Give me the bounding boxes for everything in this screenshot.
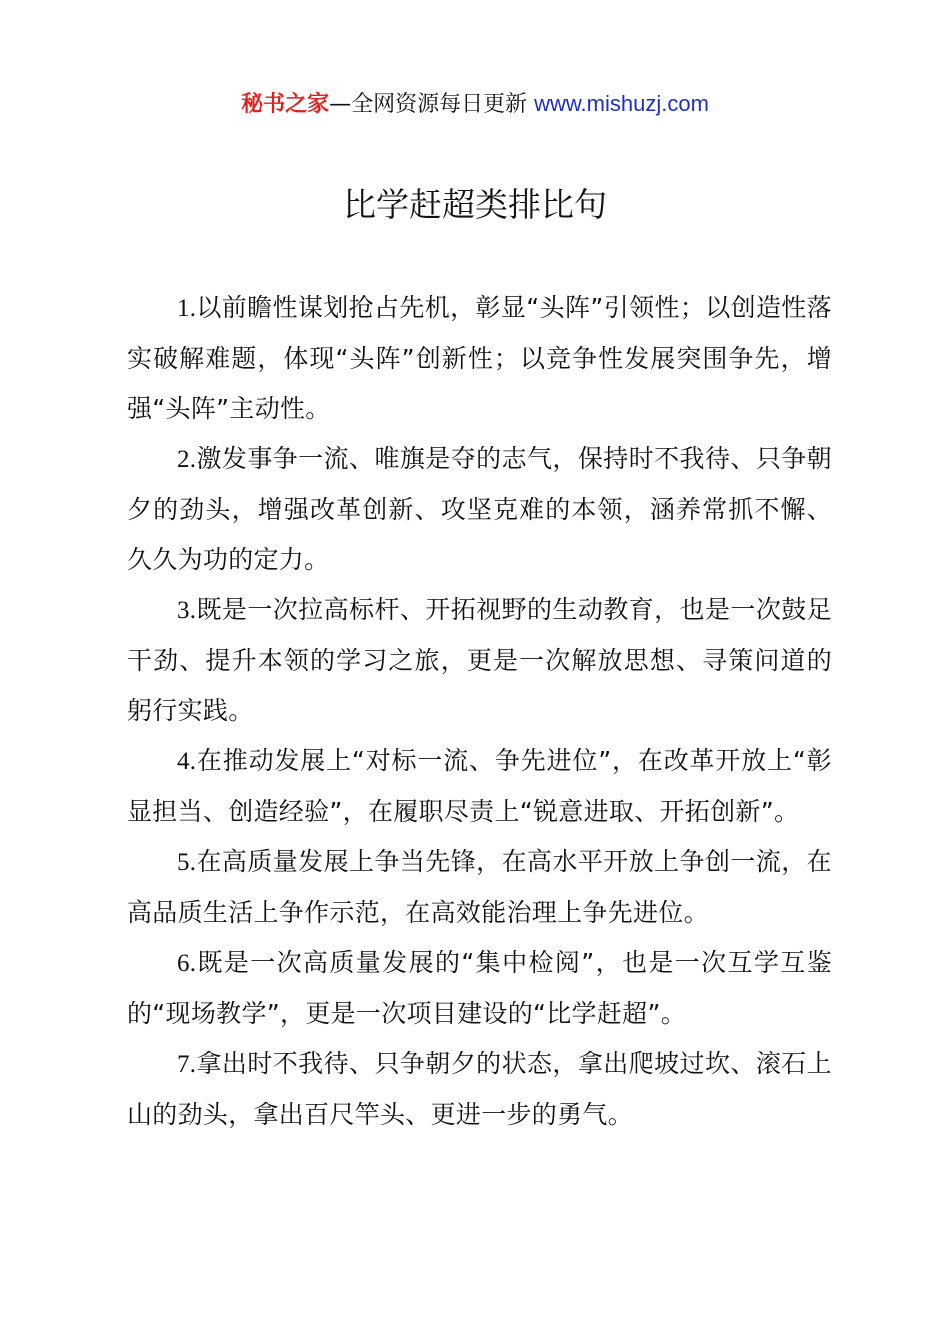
document-title: 比学赶超类排比句 bbox=[343, 185, 607, 224]
paragraph-7 bbox=[127, 1039, 832, 1140]
paragraph-6 bbox=[127, 938, 832, 1039]
paragraph-text: 在推动发展上“对标一流、争先进位”，在改革开放上“彰显担当、创造经验”，在履职尽责上“锐意进取、开拓创新”。 bbox=[127, 746, 832, 826]
paragraph-number: 6. bbox=[177, 950, 197, 977]
paragraph-4 bbox=[127, 736, 832, 837]
paragraph-number: 4. bbox=[177, 748, 197, 775]
paragraph-text: 拿出时不我待、只争朝夕的状态，拿出爬坡过坎、滚石上山的劲头，拿出百尺竿头、更进一步的勇气。 bbox=[127, 1049, 832, 1129]
paragraph-number: 7. bbox=[177, 1051, 197, 1078]
paragraph-3 bbox=[127, 585, 832, 736]
paragraph-text: 既是一次高质量发展的“集中检阅”，也是一次互学互鉴的“现场教学”，更是一次项目建设的“比学赶超”。 bbox=[127, 948, 832, 1028]
paragraph-1 bbox=[127, 283, 832, 434]
brand-name: 秘书之家 bbox=[241, 92, 330, 117]
paragraph-2 bbox=[127, 434, 832, 585]
paragraph-number: 1. bbox=[177, 295, 197, 322]
paragraph-text: 激发事争一流、唯旗是夺的志气，保持时不我待、只争朝夕的劲头，增强改革创新、攻坚克难的本领，涵养常抓不懈、久久为功的定力。 bbox=[127, 444, 832, 574]
paragraph-text: 在高质量发展上争当先锋，在高水平开放上争创一流，在高品质生活上争作示范，在高效能治理上争先进位。 bbox=[127, 847, 832, 927]
site-url-link[interactable]: www.mishuzj.com bbox=[534, 91, 709, 116]
paragraph-number: 2. bbox=[177, 446, 197, 473]
document-body bbox=[127, 283, 832, 1140]
paragraph-text: 既是一次拉高标杆、开拓视野的生动教育，也是一次鼓足干劲、提升本领的学习之旅，更是一次解放思想、寻策问道的躬行实践。 bbox=[127, 595, 832, 725]
site-header bbox=[0, 88, 950, 121]
paragraph-5 bbox=[127, 837, 832, 938]
header-slogan: —全网资源每日更新 bbox=[329, 92, 528, 117]
paragraph-text: 以前瞻性谋划抢占先机，彰显“头阵”引领性；以创造性落实破解难题，体现“头阵”创新性；以竞争性发展突围争先，增强“头阵”主动性。 bbox=[127, 293, 832, 423]
paragraph-number: 5. bbox=[177, 849, 197, 876]
paragraph-number: 3. bbox=[177, 597, 197, 624]
